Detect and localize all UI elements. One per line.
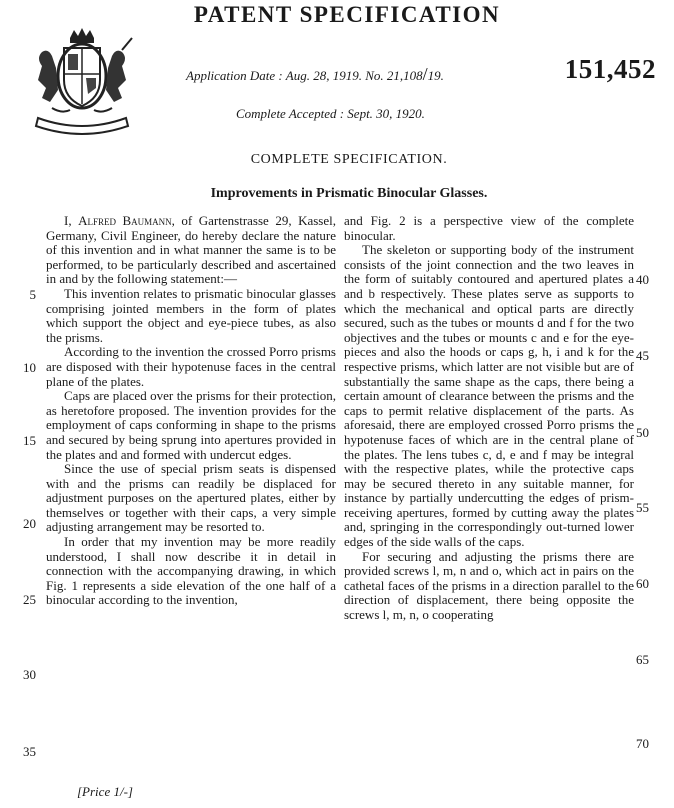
royal-coat-of-arms-icon bbox=[22, 28, 142, 140]
right-column bbox=[344, 214, 634, 623]
line-number: 30 bbox=[23, 667, 36, 682]
line-number: 35 bbox=[23, 744, 36, 759]
complete-specification-heading: COMPLETE SPECIFICATION. bbox=[250, 152, 448, 167]
patent-number: 151,452 bbox=[564, 54, 656, 84]
line-number: 25 bbox=[23, 592, 36, 607]
application-date: Application Date : Aug. 28, 1919. No. 21,108/19. bbox=[186, 64, 444, 84]
paragraph: I, Alfred Baumann, of Gartenstrasse 29, Kassel, Germany, Civil Engineer, do hereby declare the nature of this invention and in what manner the same is to be performed, to be particularly described and ascertained in and by the following statement:— bbox=[46, 213, 336, 287]
line-number: 15 bbox=[23, 433, 36, 448]
paragraph: According to the invention the crossed Porro prisms are disposed with their hypotenuse faces in the central plane of the plates. bbox=[46, 344, 336, 389]
line-number: 70 bbox=[636, 736, 649, 751]
line-number: 55 bbox=[636, 500, 649, 515]
line-number: 50 bbox=[636, 425, 649, 440]
line-number: 20 bbox=[23, 516, 36, 531]
line-number: 10 bbox=[23, 360, 36, 375]
left-column bbox=[46, 214, 336, 608]
line-number: 45 bbox=[636, 348, 649, 363]
paragraph: This invention relates to prismatic binocular glasses comprising jointed members in the form of plates which support the object and eye-piece tubes, as also the prisms. bbox=[46, 285, 336, 345]
paragraph: For securing and adjusting the prisms there are provided screws l, m, n and o, which act in pairs on the cathetal faces of the prisms in a direction parallel to the direction of displacement, there being opposite the screws l, m, n, o cooperating bbox=[344, 548, 634, 623]
invention-title: Improvements in Prismatic Binocular Glasses. bbox=[210, 186, 488, 201]
line-number: 60 bbox=[636, 576, 649, 591]
paragraph: Since the use of special prism seats is dispensed with and the prisms can readily be displaced for adjustment purposes on the apertured plates, either by themselves or together with their caps, a very simple adjusting arrangement may be resorted to. bbox=[46, 461, 336, 535]
complete-accepted-date: Complete Accepted : Sept. 30, 1920. bbox=[236, 106, 425, 121]
line-number: 65 bbox=[636, 652, 649, 667]
line-number: 40 bbox=[636, 272, 649, 287]
paragraph: Caps are placed over the prisms for their protection, as heretofore proposed. The invention provides for the employment of caps conforming in shape to the prisms and secured by being sprung into apertures provided in the plates and and formed with undercut edges. bbox=[46, 388, 336, 462]
page-title: PATENT SPECIFICATION bbox=[193, 2, 501, 27]
paragraph: The skeleton or supporting body of the instrument consists of the joint connection and the two leaves in the form of suitably contoured and apertured plates a and b respectively. These plates serve as supports to which the mechanical and optical parts are directly secured, such as the tubes or mounts d and f for the two objectives and the tubes or mounts c and e for the eye-pieces and also the hoods or caps g, h, i and k for the respective prisms, which latter are not visible but are of substantially the same shape as the caps, there being a certain amount of clearance between the prisms and the caps to permit relative displacement of the parts. As aforesaid, there are employed crossed Porro prisms the hypotenuse faces of which are in the central plane of the plates. The lens tubes c, d, e and f may be integral with the respective plates, while the protective caps may be secured thereto in any suitable manner, for instance by partially undercutting the edges of prism-receiving apertures, formed by cutting away the plates and, springing in the correspondingly out-turned lower edges of the side walls of the caps. bbox=[344, 242, 634, 550]
price-label: [Price 1/-] bbox=[77, 784, 133, 799]
paragraph: and Fig. 2 is a perspective view of the complete binocular. bbox=[344, 213, 634, 243]
line-number: 5 bbox=[29, 287, 36, 302]
paragraph: In order that my invention may be more readily understood, I shall now describe it in detail in connection with the accompanying drawing, in which Fig. 1 represents a side elevation of the one half of a binocular according to the invention, bbox=[46, 534, 336, 608]
